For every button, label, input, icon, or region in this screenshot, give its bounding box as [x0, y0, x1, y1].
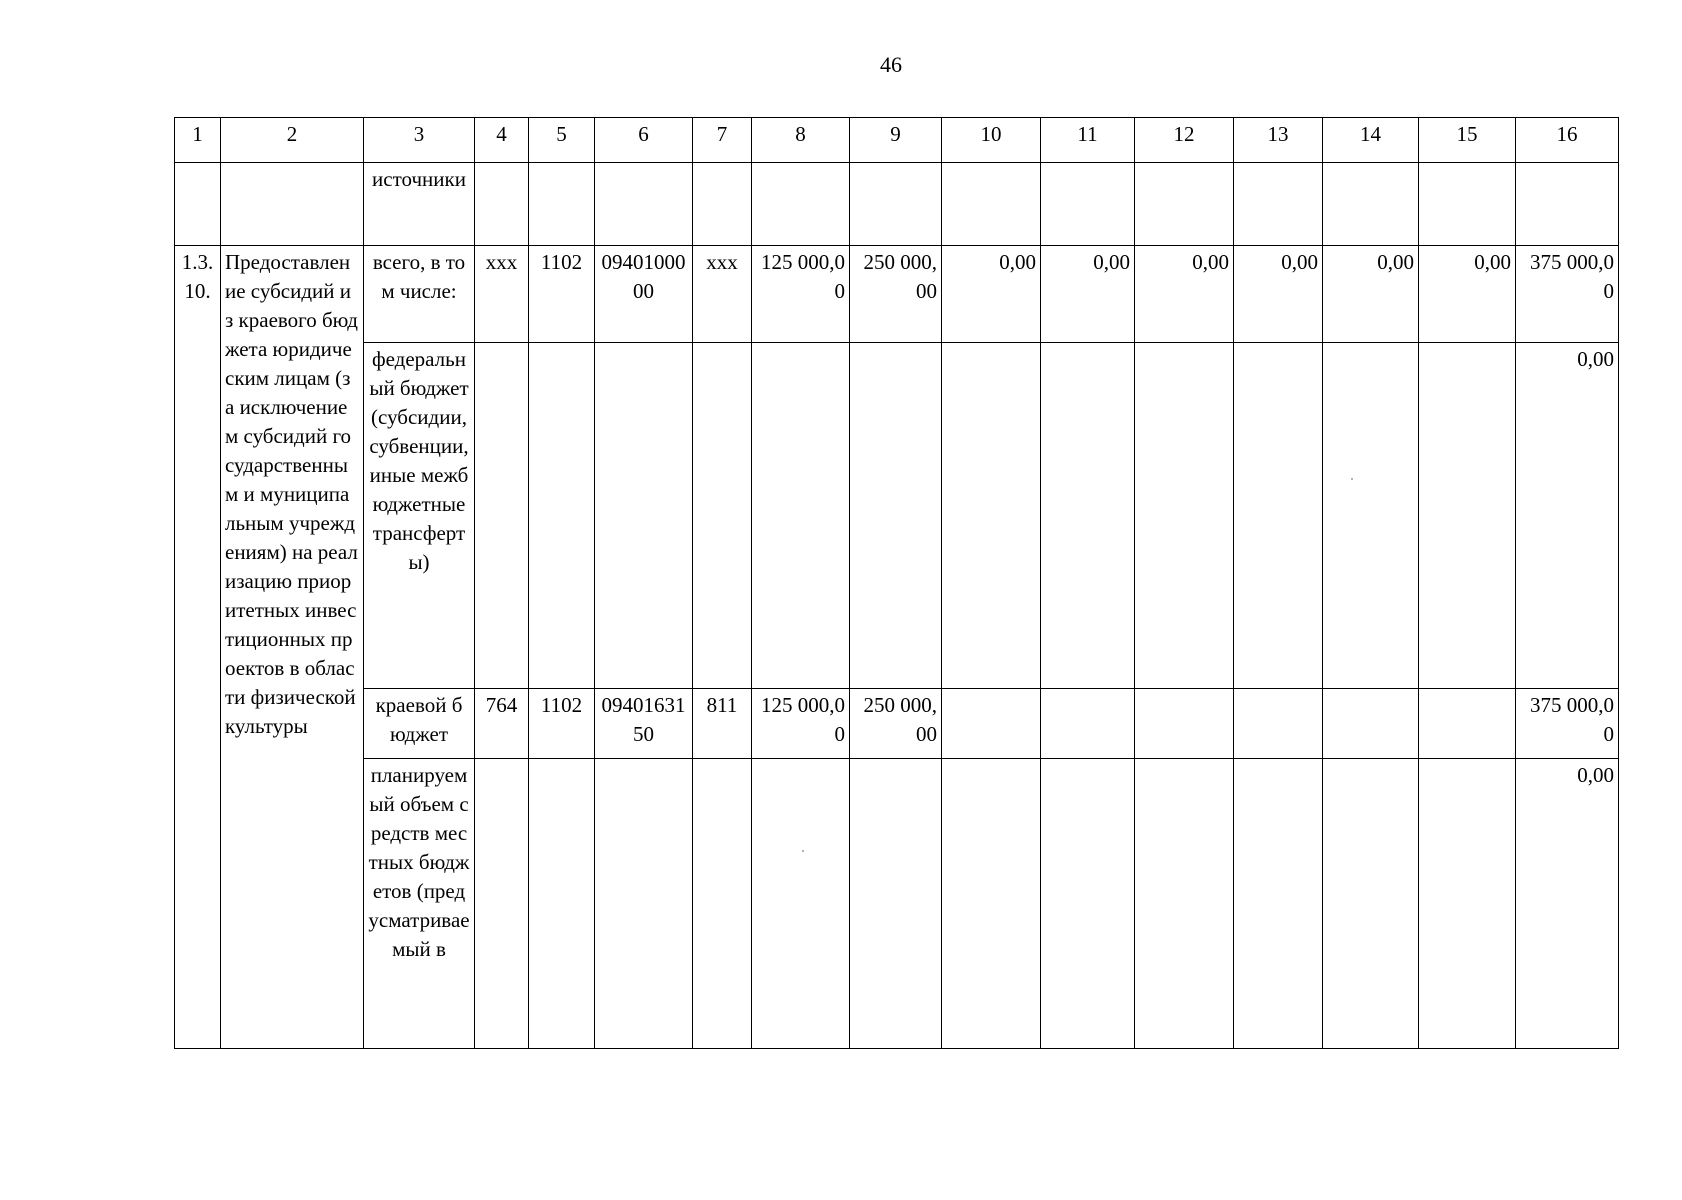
col-header-12: 12	[1135, 118, 1234, 163]
table-row	[175, 689, 1619, 759]
cell-c11: 0,00	[1041, 246, 1135, 343]
column-number-row	[175, 118, 1619, 163]
cell-c5: 1102	[529, 246, 595, 343]
table-row	[175, 163, 1619, 246]
col-header-1: 1	[175, 118, 221, 163]
budget-table	[174, 117, 1619, 1049]
cell-c16: 375 000,00	[1516, 246, 1619, 343]
source-regional: краевой бюджет	[364, 689, 475, 759]
cell-c13: 0,00	[1234, 246, 1323, 343]
col-header-5: 5	[529, 118, 595, 163]
cell-c8: 125 000,00	[752, 689, 850, 759]
col-header-2: 2	[221, 118, 364, 163]
col-header-15: 15	[1419, 118, 1516, 163]
cell-c7: ххх	[693, 246, 752, 343]
item-name: Предоставление субсидий из краевого бюджета юридическим лицам (за исключением субсидий государственным и муниципальным учреждениям) на реализацию приоритетных инвестиционных проектов в области физической культуры	[221, 246, 364, 1049]
col-header-8: 8	[752, 118, 850, 163]
col-header-9: 9	[850, 118, 942, 163]
source-total: всего, в том числе:	[364, 246, 475, 343]
sources-cell: источники	[364, 163, 475, 246]
cell-c16: 375 000,00	[1516, 689, 1619, 759]
col-header-16: 16	[1516, 118, 1619, 163]
scan-speck	[802, 850, 804, 852]
table-row	[175, 759, 1619, 1049]
col-header-10: 10	[942, 118, 1041, 163]
source-federal: федеральный бюджет (субсидии, субвенции, иные межбюджетные трансферты)	[364, 343, 475, 689]
item-number: 1.3.10.	[175, 246, 221, 1049]
cell-c6: 0940100000	[595, 246, 693, 343]
page-number: 46	[880, 52, 902, 77]
cell-c9: 250 000,00	[850, 689, 942, 759]
col-header-14: 14	[1323, 118, 1419, 163]
scan-speck	[1351, 478, 1353, 480]
cell-c14: 0,00	[1323, 246, 1419, 343]
col-header-13: 13	[1234, 118, 1323, 163]
cell-c16: 0,00	[1516, 759, 1619, 1049]
col-header-6: 6	[595, 118, 693, 163]
col-header-4: 4	[475, 118, 529, 163]
cell-c4: 764	[475, 689, 529, 759]
table-row	[175, 246, 1619, 343]
cell-c7: 811	[693, 689, 752, 759]
source-planned: планируемый объем средств местных бюджетов (предусматриваемый в	[364, 759, 475, 1049]
cell-c4: ххх	[475, 246, 529, 343]
cell-c6: 0940163150	[595, 689, 693, 759]
cell-c8: 125 000,00	[752, 246, 850, 343]
cell-c15: 0,00	[1419, 246, 1516, 343]
cell-c10: 0,00	[942, 246, 1041, 343]
table-row	[175, 343, 1619, 689]
col-header-3: 3	[364, 118, 475, 163]
cell-c9: 250 000,00	[850, 246, 942, 343]
col-header-11: 11	[1041, 118, 1135, 163]
cell-c5: 1102	[529, 689, 595, 759]
col-header-7: 7	[693, 118, 752, 163]
cell-c12: 0,00	[1135, 246, 1234, 343]
cell-c16: 0,00	[1516, 343, 1619, 689]
